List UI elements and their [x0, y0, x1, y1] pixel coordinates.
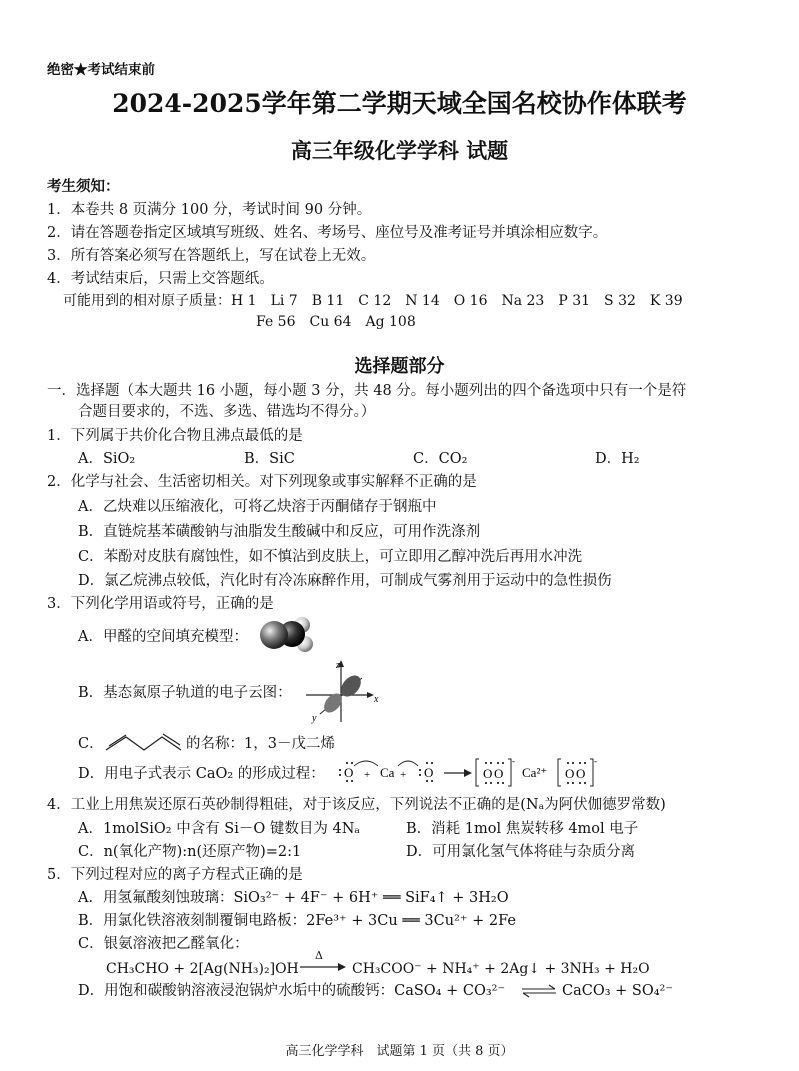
ed-charge-minus-1: - — [512, 756, 515, 766]
q5-option-a: A．用氢氟酸刻蚀玻璃：SiO₃²⁻ + 4F⁻ + 6H⁺ ══ SiF₄↑ + 3H₂O — [78, 890, 509, 906]
secret-label: 绝密★考试结束前 — [47, 62, 155, 78]
q2-option-b: B．直链烷基苯磺酸钠与油脂发生酸碱中和反应，可用作洗涤剂 — [78, 524, 481, 540]
section-intro-line-1: 一．选择题（本大题共 16 小题，每小题 3 分，共 48 分。每小题列出的四个备选项中只有一个是符 — [47, 383, 687, 399]
notice-heading: 考生须知： — [47, 178, 120, 195]
q5-option-c: C．银氨溶液把乙醛氧化： — [78, 936, 249, 952]
q3-option-d: D．用电子式表示 CaO₂ 的形成过程： — [78, 766, 325, 782]
q4-option-d: D．可用氯化氢气体将硅与杂质分离 — [406, 844, 636, 860]
axis-z-label: z — [336, 660, 340, 671]
q1-option-d: D．H₂ — [595, 451, 640, 467]
ed-plus-2: + — [400, 769, 407, 781]
ed-ca-ion: Ca²⁺ — [522, 765, 548, 780]
section-title: 选择题部分 — [354, 356, 445, 377]
ed-o-atom-1: O — [344, 765, 354, 780]
ed-o-peroxide-4: O — [576, 766, 586, 781]
atomic-masses-line-1: 可能用到的相对原子质量：H 1 Li 7 B 11 C 12 N 14 O 16 Na 23 P 31 S 32 K 39 — [63, 293, 683, 309]
ed-charge-minus-2: - — [594, 756, 597, 766]
q3-option-a: A．甲醛的空间填充模型： — [78, 629, 248, 645]
cao2-electron-dot-formation — [336, 754, 616, 790]
axis-x-label: x — [374, 694, 379, 705]
axis-y-label: y — [312, 713, 317, 724]
q5-option-d-right: CaCO₃ + SO₄²⁻ — [562, 983, 674, 999]
notice-item-2: 2．请在答题卷指定区域填写班级、姓名、考场号、座位号及准考证号并填涂相应数字。 — [47, 225, 608, 241]
page-title: 2024-2025学年第二学期天域全国名校协作体联考 — [112, 89, 687, 118]
notice-item-1: 1．本卷共 8 页满分 100 分，考试时间 90 分钟。 — [47, 202, 372, 218]
pentadiene-skeletal-structure — [104, 731, 184, 753]
q2-stem: 2．化学与社会、生活密切相关。对下列现象或事实解释不正确的是 — [47, 474, 477, 490]
notice-item-3: 3．所有答案必须写在答题纸上，写在试卷上无效。 — [47, 248, 376, 264]
q5-option-c-eq-left: CH₃CHO + 2[Ag(NH₃)₂]OH — [106, 961, 299, 977]
q3-stem: 3．下列化学用语或符号，正确的是 — [47, 596, 274, 612]
page-footer: 高三化学学科 试题第 1 页（共 8 页） — [285, 1044, 514, 1059]
ed-plus-1: + — [364, 769, 371, 781]
ed-o-atom-2: O — [424, 765, 434, 780]
q1-option-a: A．SiO₂ — [78, 451, 136, 467]
nitrogen-p-orbital-diagram — [304, 658, 384, 726]
q1-option-c: C．CO₂ — [413, 451, 468, 467]
q5-stem: 5．下列过程对应的离子方程式正确的是 — [47, 867, 303, 883]
ed-o-peroxide-2: O — [494, 766, 504, 781]
ed-ca-atom: Ca — [380, 765, 395, 780]
formaldehyde-space-filling-model — [258, 613, 320, 655]
q5-option-b: B．用氯化铁溶液刻制覆铜电路板：2Fe³⁺ + 3Cu ══ 3Cu²⁺ + 2Fe — [78, 913, 516, 929]
q2-option-d: D．氯乙烷沸点较低，汽化时有冷冻麻醉作用，可制成气雾剂用于运动中的急性损伤 — [78, 573, 612, 589]
q5-option-c-eq-right: CH₃COO⁻ + NH₄⁺ + 2Ag↓ + 3NH₃ + H₂O — [352, 961, 650, 977]
atomic-masses-line-2: Fe 56 Cu 64 Ag 108 — [256, 314, 416, 330]
equilibrium-arrow-icon — [519, 982, 559, 1000]
q1-stem: 1．下列属于共价化合物且沸点最低的是 — [47, 428, 303, 444]
q5-heating-arrow — [298, 949, 348, 974]
q1-option-b: B．SiC — [244, 451, 295, 467]
q4-option-b: B．消耗 1mol 焦炭转移 4mol 电子 — [406, 821, 639, 837]
delta-symbol: Δ — [315, 949, 323, 962]
page-subtitle: 高三年级化学学科 试题 — [290, 138, 509, 163]
q2-option-c: C．苯酚对皮肤有腐蚀性，如不慎沾到皮肤上，可立即用乙醇冲洗后再用水冲洗 — [78, 549, 583, 565]
q2-option-a: A．乙炔难以压缩液化，可将乙炔溶于丙酮储存于钢瓶中 — [78, 499, 437, 515]
q4-option-a: A．1molSiO₂ 中含有 Si－O 键数目为 4Nₐ — [78, 821, 360, 837]
q3-option-c-prefix: C． — [78, 736, 104, 752]
q4-stem: 4．工业上用焦炭还原石英砂制得粗硅，对于该反应，下列说法不正确的是(Nₐ为阿伏伽德罗常数) — [47, 797, 666, 813]
section-intro-line-2: 合题目要求的，不选、多选、错选均不得分。） — [78, 404, 376, 420]
notice-item-4: 4．考试结束后，只需上交答题纸。 — [47, 271, 274, 287]
q4-option-c: C．n(氧化产物):n(还原产物)=2:1 — [78, 844, 302, 860]
q3-option-c-suffix: 的名称：1，3－戊二烯 — [186, 736, 335, 752]
ed-o-peroxide-3: O — [565, 766, 575, 781]
q5-option-d-left: D．用饱和碳酸钠溶液浸泡锅炉水垢中的硫酸钙：CaSO₄ + CO₃²⁻ — [78, 983, 506, 999]
q3-option-b: B．基态氮原子轨道的电子云图： — [78, 685, 292, 701]
ed-o-peroxide-1: O — [483, 766, 493, 781]
